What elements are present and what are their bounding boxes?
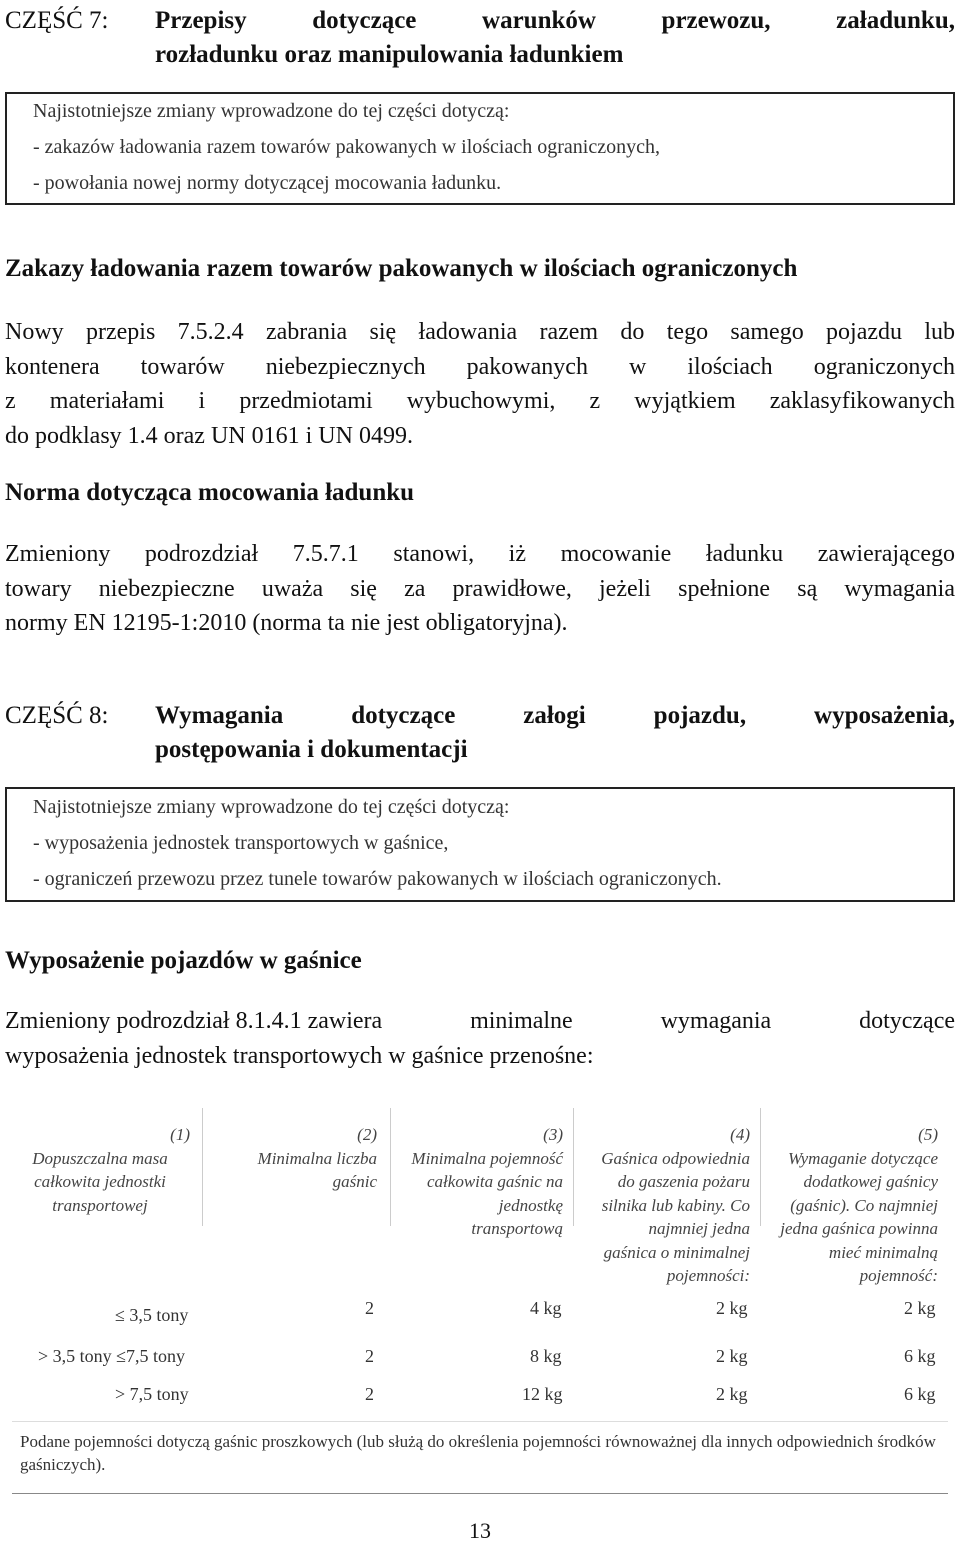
column-separator bbox=[202, 1108, 203, 1226]
table-header-col2 bbox=[210, 1123, 377, 1194]
table-header-col3 bbox=[398, 1123, 563, 1241]
column-separator bbox=[573, 1108, 574, 1226]
table-cell: 6 kg bbox=[904, 1384, 936, 1404]
header-line: mieć minimalną bbox=[828, 1242, 938, 1262]
header-line: pojemności: bbox=[666, 1266, 750, 1285]
header-line: Gaśnica odpowiednia bbox=[601, 1148, 750, 1168]
header-line: transportowej bbox=[52, 1195, 148, 1215]
paragraph-word: minimalne bbox=[470, 1008, 573, 1034]
extinguisher-table bbox=[10, 1108, 948, 1495]
table-cell: > 7,5 tony bbox=[115, 1384, 189, 1404]
paragraph-line: wyposażenia jednostek transportowych w gaśnice przenośne: bbox=[5, 1042, 594, 1069]
table-cell: 2 bbox=[365, 1384, 374, 1404]
table-cell: > 3,5 tony ≤7,5 tony bbox=[38, 1346, 186, 1366]
header-line: jedna gaśnica powinna bbox=[780, 1219, 938, 1238]
table-divider bbox=[12, 1421, 948, 1422]
header-line: Minimalna liczba bbox=[257, 1148, 377, 1168]
header-line: transportową bbox=[471, 1219, 563, 1238]
part7-box-item: - zakazów ładowania razem towarów pakowanych w ilościach ograniczonych, bbox=[33, 136, 660, 158]
part7-box-item: - powołania nowej normy dotyczącej mocowania ładunku. bbox=[33, 172, 502, 194]
part8-title-line1: Wymagania dotyczące załogi pojazdu, wyposażenia, bbox=[155, 702, 955, 729]
table-header-col5 bbox=[762, 1123, 938, 1288]
table-header-col1 bbox=[10, 1123, 190, 1217]
header-line: Minimalna pojemność bbox=[411, 1148, 563, 1168]
part7-section1-heading: Zakazy ładowania razem towarów pakowanych w ilościach ograniczonych bbox=[5, 255, 798, 282]
paragraph-word: Zmieniony podrozdział 8.1.4.1 zawiera bbox=[5, 1008, 383, 1034]
part7-title-line1: Przepisy dotyczące warunków przewozu, załadunku, bbox=[155, 7, 955, 34]
part7-section2-paragraph bbox=[5, 537, 955, 641]
header-line: do gaszenia pożaru bbox=[617, 1172, 750, 1191]
part8-section1-paragraph bbox=[5, 1004, 955, 1073]
column-number: (5) bbox=[918, 1125, 938, 1144]
header-line: najmniej jedna bbox=[648, 1219, 750, 1238]
table-cell: 2 kg bbox=[716, 1346, 748, 1366]
header-line: całkowita jednostki bbox=[34, 1172, 166, 1191]
paragraph-line: z materiałami i przedmiotami wybuchowymi, z wyjątkiem zaklasyfikowanych bbox=[5, 388, 955, 414]
column-number: (1) bbox=[170, 1125, 190, 1144]
part7-changes-box bbox=[5, 92, 955, 205]
page-number: 13 bbox=[469, 1518, 491, 1543]
paragraph-line: Zmieniony podrozdział 7.5.7.1 stanowi, iż mocowanie ładunku zawierającego bbox=[5, 541, 955, 567]
header-line: Wymaganie dotyczące bbox=[788, 1148, 938, 1168]
table-header-col4 bbox=[580, 1123, 750, 1288]
paragraph-word: wymagania bbox=[660, 1008, 772, 1034]
part8-section1-heading: Wyposażenie pojazdów w gaśnice bbox=[5, 947, 362, 974]
header-line: jednostkę bbox=[498, 1195, 563, 1215]
table-cell: 2 kg bbox=[716, 1298, 748, 1318]
paragraph-line: towary niebezpieczne uważa się za prawidłowe, jeżeli spełnione są wymagania bbox=[5, 575, 955, 602]
part8-box-item: - wyposażenia jednostek transportowych w gaśnice, bbox=[33, 832, 449, 854]
header-line: Dopuszczalna masa bbox=[32, 1148, 168, 1168]
paragraph-word: dotyczące bbox=[859, 1008, 955, 1034]
header-line: gaśnica o minimalnej bbox=[603, 1242, 750, 1262]
column-number: (3) bbox=[543, 1125, 563, 1144]
table-cell: 4 kg bbox=[530, 1298, 562, 1318]
table-cell: 6 kg bbox=[904, 1346, 936, 1366]
part8-box-item: - ograniczeń przewozu przez tunele towarów pakowanych w ilościach ograniczonych. bbox=[33, 868, 722, 890]
column-separator bbox=[760, 1108, 761, 1226]
paragraph-line: normy EN 12195-1:2010 (norma ta nie jest obligatoryjna). bbox=[5, 610, 568, 636]
table-bottom-border bbox=[12, 1493, 948, 1494]
header-line: całkowita gaśnic na bbox=[427, 1172, 563, 1191]
table-footnote: Podane pojemności dotyczą gaśnic proszkowych (lub służą do określenia pojemności równoważnej dla innych odpowiednich środków gaśniczych). bbox=[20, 1432, 936, 1474]
column-number: (2) bbox=[357, 1125, 377, 1144]
column-number: (4) bbox=[730, 1125, 750, 1144]
part8-changes-box bbox=[5, 787, 955, 902]
table-cell: 2 bbox=[365, 1346, 374, 1366]
header-line: (gaśnic). Co najmniej bbox=[790, 1195, 938, 1215]
table-cell: ≤ 3,5 tony bbox=[115, 1305, 189, 1325]
column-separator bbox=[390, 1108, 391, 1226]
header-line: silnika lub kabiny. Co bbox=[601, 1195, 750, 1215]
part7-box-intro: Najistotniejsze zmiany wprowadzone do tej części dotyczą: bbox=[33, 100, 510, 122]
part8-box-intro: Najistotniejsze zmiany wprowadzone do tej części dotyczą: bbox=[33, 796, 510, 818]
table-cell: 12 kg bbox=[522, 1384, 563, 1404]
header-line: pojemność: bbox=[859, 1266, 938, 1285]
table-cell: 2 kg bbox=[716, 1384, 748, 1404]
part7-label: CZĘŚĆ 7: bbox=[5, 7, 109, 34]
part8-label: CZĘŚĆ 8: bbox=[5, 702, 109, 729]
paragraph-line: do podklasy 1.4 oraz UN 0161 i UN 0499. bbox=[5, 422, 413, 449]
part8-title-line2: postępowania i dokumentacji bbox=[155, 736, 468, 763]
table-cell: 8 kg bbox=[530, 1346, 562, 1366]
paragraph-line: kontenera towarów niebezpiecznych pakowanych w ilościach ograniczonych bbox=[5, 353, 955, 380]
table-cell: 2 bbox=[365, 1298, 374, 1318]
part7-section1-paragraph bbox=[5, 315, 955, 453]
paragraph-line: Nowy przepis 7.5.2.4 zabrania się ładowania razem do tego samego pojazdu lub bbox=[5, 319, 955, 345]
part7-title-line2: rozładunku oraz manipulowania ładunkiem bbox=[155, 41, 624, 68]
part8-title bbox=[155, 699, 955, 767]
part7-title bbox=[155, 4, 955, 72]
header-line: dodatkowej gaśnicy bbox=[803, 1172, 938, 1191]
paragraph-line bbox=[5, 1004, 955, 1039]
part7-section2-heading: Norma dotycząca mocowania ładunku bbox=[5, 479, 415, 506]
header-line: gaśnic bbox=[332, 1172, 377, 1191]
table-cell: 2 kg bbox=[904, 1298, 936, 1318]
